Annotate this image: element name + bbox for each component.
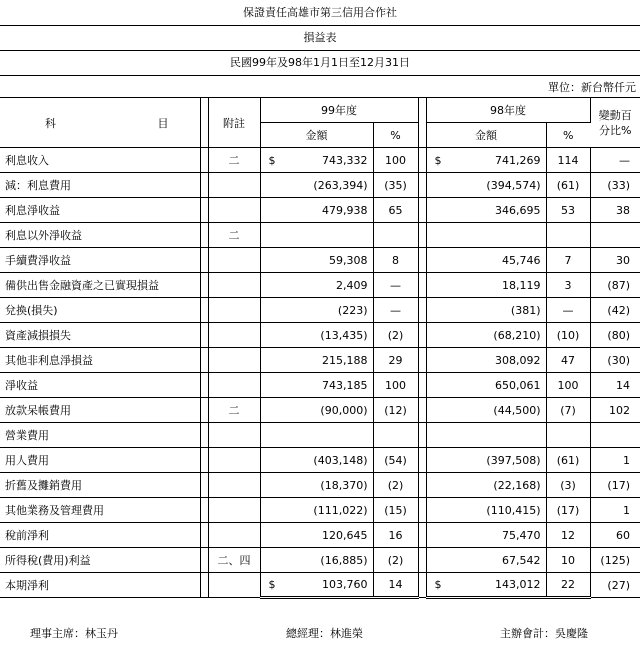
amount-98 [426, 273, 546, 298]
currency-symbol: $ [268, 578, 276, 591]
pct-98: 47 [546, 348, 590, 373]
amount-99-value: 59,308 [329, 253, 368, 267]
amount-98-value: 67,542 [502, 553, 541, 567]
amount-99 [260, 148, 373, 173]
amount-99-value: (111,022) [313, 503, 368, 517]
amount-99-value: (263,394) [313, 178, 368, 192]
pct-99: 16 [373, 523, 418, 548]
change-pct: 60 [590, 523, 640, 548]
amount-99-value: (13,435) [320, 328, 368, 342]
change-pct: (17) [590, 473, 640, 498]
year-98-header: 98年度 [426, 98, 590, 123]
amount-99 [260, 423, 373, 448]
pct-99: (2) [373, 473, 418, 498]
pct-98: (3) [546, 473, 590, 498]
amount-98-value: 18,119 [502, 278, 541, 292]
statement-period: 民國99年及98年1月1日至12月31日 [0, 50, 640, 76]
row-note: 二 [208, 148, 260, 173]
amount-98 [426, 573, 546, 598]
amount-98 [426, 148, 546, 173]
amount-98-value: 75,470 [502, 528, 541, 542]
change-pct: (27) [590, 573, 640, 598]
subject-column-header: 科 目 [0, 98, 200, 148]
year-99-header: 99年度 [260, 98, 418, 123]
pct-99: (54) [373, 448, 418, 473]
pct-98: — [546, 298, 590, 323]
amount-98-value: 346,695 [495, 203, 541, 217]
amount-98-value: 741,269 [495, 153, 541, 167]
amount-98 [426, 448, 546, 473]
row-label: 其他非利息淨損益 [0, 348, 200, 373]
company-name: 保證責任高雄市第三信用合作社 [0, 0, 640, 26]
statement-row [0, 323, 640, 348]
pct-98-header: % [546, 123, 590, 148]
amount-99-value: 479,938 [322, 203, 368, 217]
row-note: 二、四 [208, 548, 260, 573]
row-note [208, 423, 260, 448]
pct-99: — [373, 273, 418, 298]
pct-99: 29 [373, 348, 418, 373]
amount-99 [260, 448, 373, 473]
row-note: 二 [208, 398, 260, 423]
amount-99 [260, 273, 373, 298]
amount-98-value: 143,012 [495, 578, 541, 591]
change-pct: (42) [590, 298, 640, 323]
statement-row [0, 223, 640, 248]
change-pct: 14 [590, 373, 640, 398]
statement-row [0, 423, 640, 448]
pct-99: 8 [373, 248, 418, 273]
amount-99 [260, 573, 373, 598]
amount-99 [260, 223, 373, 248]
pct-99 [373, 223, 418, 248]
statement-row [0, 373, 640, 398]
amount-98 [426, 323, 546, 348]
change-pct: 1 [590, 448, 640, 473]
statement-row [0, 448, 640, 473]
statement-row [0, 398, 640, 423]
pct-99-header: % [373, 123, 418, 148]
row-label: 營業費用 [0, 423, 200, 448]
change-pct: 30 [590, 248, 640, 273]
pct-98: (61) [546, 173, 590, 198]
amount-99-value: (18,370) [320, 478, 368, 492]
amount-99-value: 2,409 [336, 278, 368, 292]
pct-99: (15) [373, 498, 418, 523]
change-pct: — [590, 148, 640, 173]
amount-98-value: (381) [510, 303, 541, 317]
amount-99 [260, 298, 373, 323]
pct-98: (17) [546, 498, 590, 523]
row-label: 減：利息費用 [0, 173, 200, 198]
amount-99-value: (90,000) [320, 403, 368, 417]
row-label: 放款呆帳費用 [0, 398, 200, 423]
statement-row [0, 573, 640, 598]
pct-98: (10) [546, 323, 590, 348]
pct-98: 10 [546, 548, 590, 573]
row-note [208, 248, 260, 273]
row-note [208, 523, 260, 548]
amount-99-value: (223) [337, 303, 368, 317]
amount-98 [426, 173, 546, 198]
amount-99 [260, 398, 373, 423]
currency-symbol: $ [434, 578, 442, 591]
row-note [208, 448, 260, 473]
pct-98: 114 [546, 148, 590, 173]
pct-98: 7 [546, 248, 590, 273]
amount-98-value: (44,500) [493, 403, 541, 417]
statement-row [0, 473, 640, 498]
accountant-signature: 主辦會計：吳慶隆 [500, 627, 588, 640]
amount-98 [426, 523, 546, 548]
amount-99 [260, 248, 373, 273]
amount-98-header: 金額 [426, 123, 546, 148]
statement-title: 損益表 [0, 25, 640, 51]
row-label: 利息收入 [0, 148, 200, 173]
change-pct: (125) [590, 548, 640, 573]
row-note [208, 298, 260, 323]
amount-98 [426, 198, 546, 223]
statement-row [0, 298, 640, 323]
statement-row [0, 198, 640, 223]
pct-98: 12 [546, 523, 590, 548]
manager-signature: 總經理：林進榮 [286, 627, 363, 640]
column-header-row [0, 98, 640, 123]
pct-98: (7) [546, 398, 590, 423]
income-statement-table [0, 97, 640, 599]
amount-98-value: 45,746 [502, 253, 541, 267]
row-label: 其他業務及管理費用 [0, 498, 200, 523]
row-note [208, 373, 260, 398]
change-pct: (80) [590, 323, 640, 348]
row-label: 所得稅(費用)利益 [0, 548, 200, 573]
row-note [208, 273, 260, 298]
pct-99: — [373, 298, 418, 323]
chair-signature: 理事主席：林玉丹 [30, 627, 118, 640]
pct-99: (2) [373, 548, 418, 573]
pct-99: 100 [373, 148, 418, 173]
pct-98 [546, 423, 590, 448]
change-pct [590, 423, 640, 448]
amount-99 [260, 173, 373, 198]
row-note [208, 573, 260, 598]
row-note [208, 348, 260, 373]
amount-98 [426, 248, 546, 273]
pct-98: (61) [546, 448, 590, 473]
pct-98 [546, 223, 590, 248]
pct-98: 22 [546, 573, 590, 598]
amount-98 [426, 298, 546, 323]
statement-row [0, 273, 640, 298]
amount-98 [426, 373, 546, 398]
amount-99-value: 743,185 [322, 378, 368, 392]
pct-99: 65 [373, 198, 418, 223]
row-note [208, 198, 260, 223]
amount-98 [426, 548, 546, 573]
amount-98 [426, 348, 546, 373]
amount-99 [260, 523, 373, 548]
row-note: 二 [208, 223, 260, 248]
amount-98 [426, 498, 546, 523]
row-label: 折舊及攤銷費用 [0, 473, 200, 498]
amount-98-value: (397,508) [486, 453, 541, 467]
unit-label: 單位：新台幣仟元 [548, 81, 636, 94]
pct-98: 100 [546, 373, 590, 398]
amount-98-value: 650,061 [495, 378, 541, 392]
row-label: 資產減損損失 [0, 323, 200, 348]
statement-row [0, 148, 640, 173]
change-pct: (87) [590, 273, 640, 298]
amount-99 [260, 323, 373, 348]
amount-99 [260, 473, 373, 498]
amount-98-value: (394,574) [486, 178, 541, 192]
pct-99: (35) [373, 173, 418, 198]
amount-98-value: (22,168) [493, 478, 541, 492]
pct-99: (2) [373, 323, 418, 348]
currency-symbol: $ [268, 153, 276, 167]
row-label: 利息以外淨收益 [0, 223, 200, 248]
amount-99-value: (403,148) [313, 453, 368, 467]
amount-99 [260, 548, 373, 573]
amount-99-value: 743,332 [322, 153, 368, 167]
statement-row [0, 523, 640, 548]
change-pct: (33) [590, 173, 640, 198]
statement-row [0, 248, 640, 273]
pct-98: 53 [546, 198, 590, 223]
row-note [208, 473, 260, 498]
amount-98 [426, 398, 546, 423]
row-note [208, 498, 260, 523]
row-label: 備供出售金融資產之已實現損益 [0, 273, 200, 298]
row-label: 本期淨利 [0, 573, 200, 598]
amount-99 [260, 198, 373, 223]
change-pct: 1 [590, 498, 640, 523]
amount-98-value: 308,092 [495, 353, 541, 367]
amount-98 [426, 223, 546, 248]
row-label: 用人費用 [0, 448, 200, 473]
pct-99 [373, 423, 418, 448]
amount-99 [260, 373, 373, 398]
row-label: 利息淨收益 [0, 198, 200, 223]
amount-98-value: (68,210) [493, 328, 541, 342]
currency-symbol: $ [434, 153, 442, 167]
change-pct [590, 223, 640, 248]
statement-row [0, 498, 640, 523]
pct-98: 3 [546, 273, 590, 298]
change-pct: (30) [590, 348, 640, 373]
pct-99: 14 [373, 573, 418, 598]
statement-row [0, 173, 640, 198]
pct-99: (12) [373, 398, 418, 423]
change-pct: 38 [590, 198, 640, 223]
row-label: 兌換(損失) [0, 298, 200, 323]
amount-99-value: 215,188 [322, 353, 368, 367]
statement-row [0, 348, 640, 373]
amount-99-header: 金額 [260, 123, 373, 148]
row-label: 稅前淨利 [0, 523, 200, 548]
note-column-header: 附註 [208, 98, 260, 148]
change-column-header: 變動百分比% [590, 98, 640, 148]
amount-99 [260, 498, 373, 523]
amount-98 [426, 473, 546, 498]
row-note [208, 173, 260, 198]
amount-99-value: 103,760 [322, 578, 368, 591]
amount-98 [426, 423, 546, 448]
statement-row [0, 548, 640, 573]
amount-99-value: (16,885) [320, 553, 368, 567]
amount-99 [260, 348, 373, 373]
change-pct: 102 [590, 398, 640, 423]
row-label: 手續費淨收益 [0, 248, 200, 273]
row-label: 淨收益 [0, 373, 200, 398]
amount-98-value: (110,415) [486, 503, 541, 517]
row-note [208, 323, 260, 348]
pct-99: 100 [373, 373, 418, 398]
amount-99-value: 120,645 [322, 528, 368, 542]
